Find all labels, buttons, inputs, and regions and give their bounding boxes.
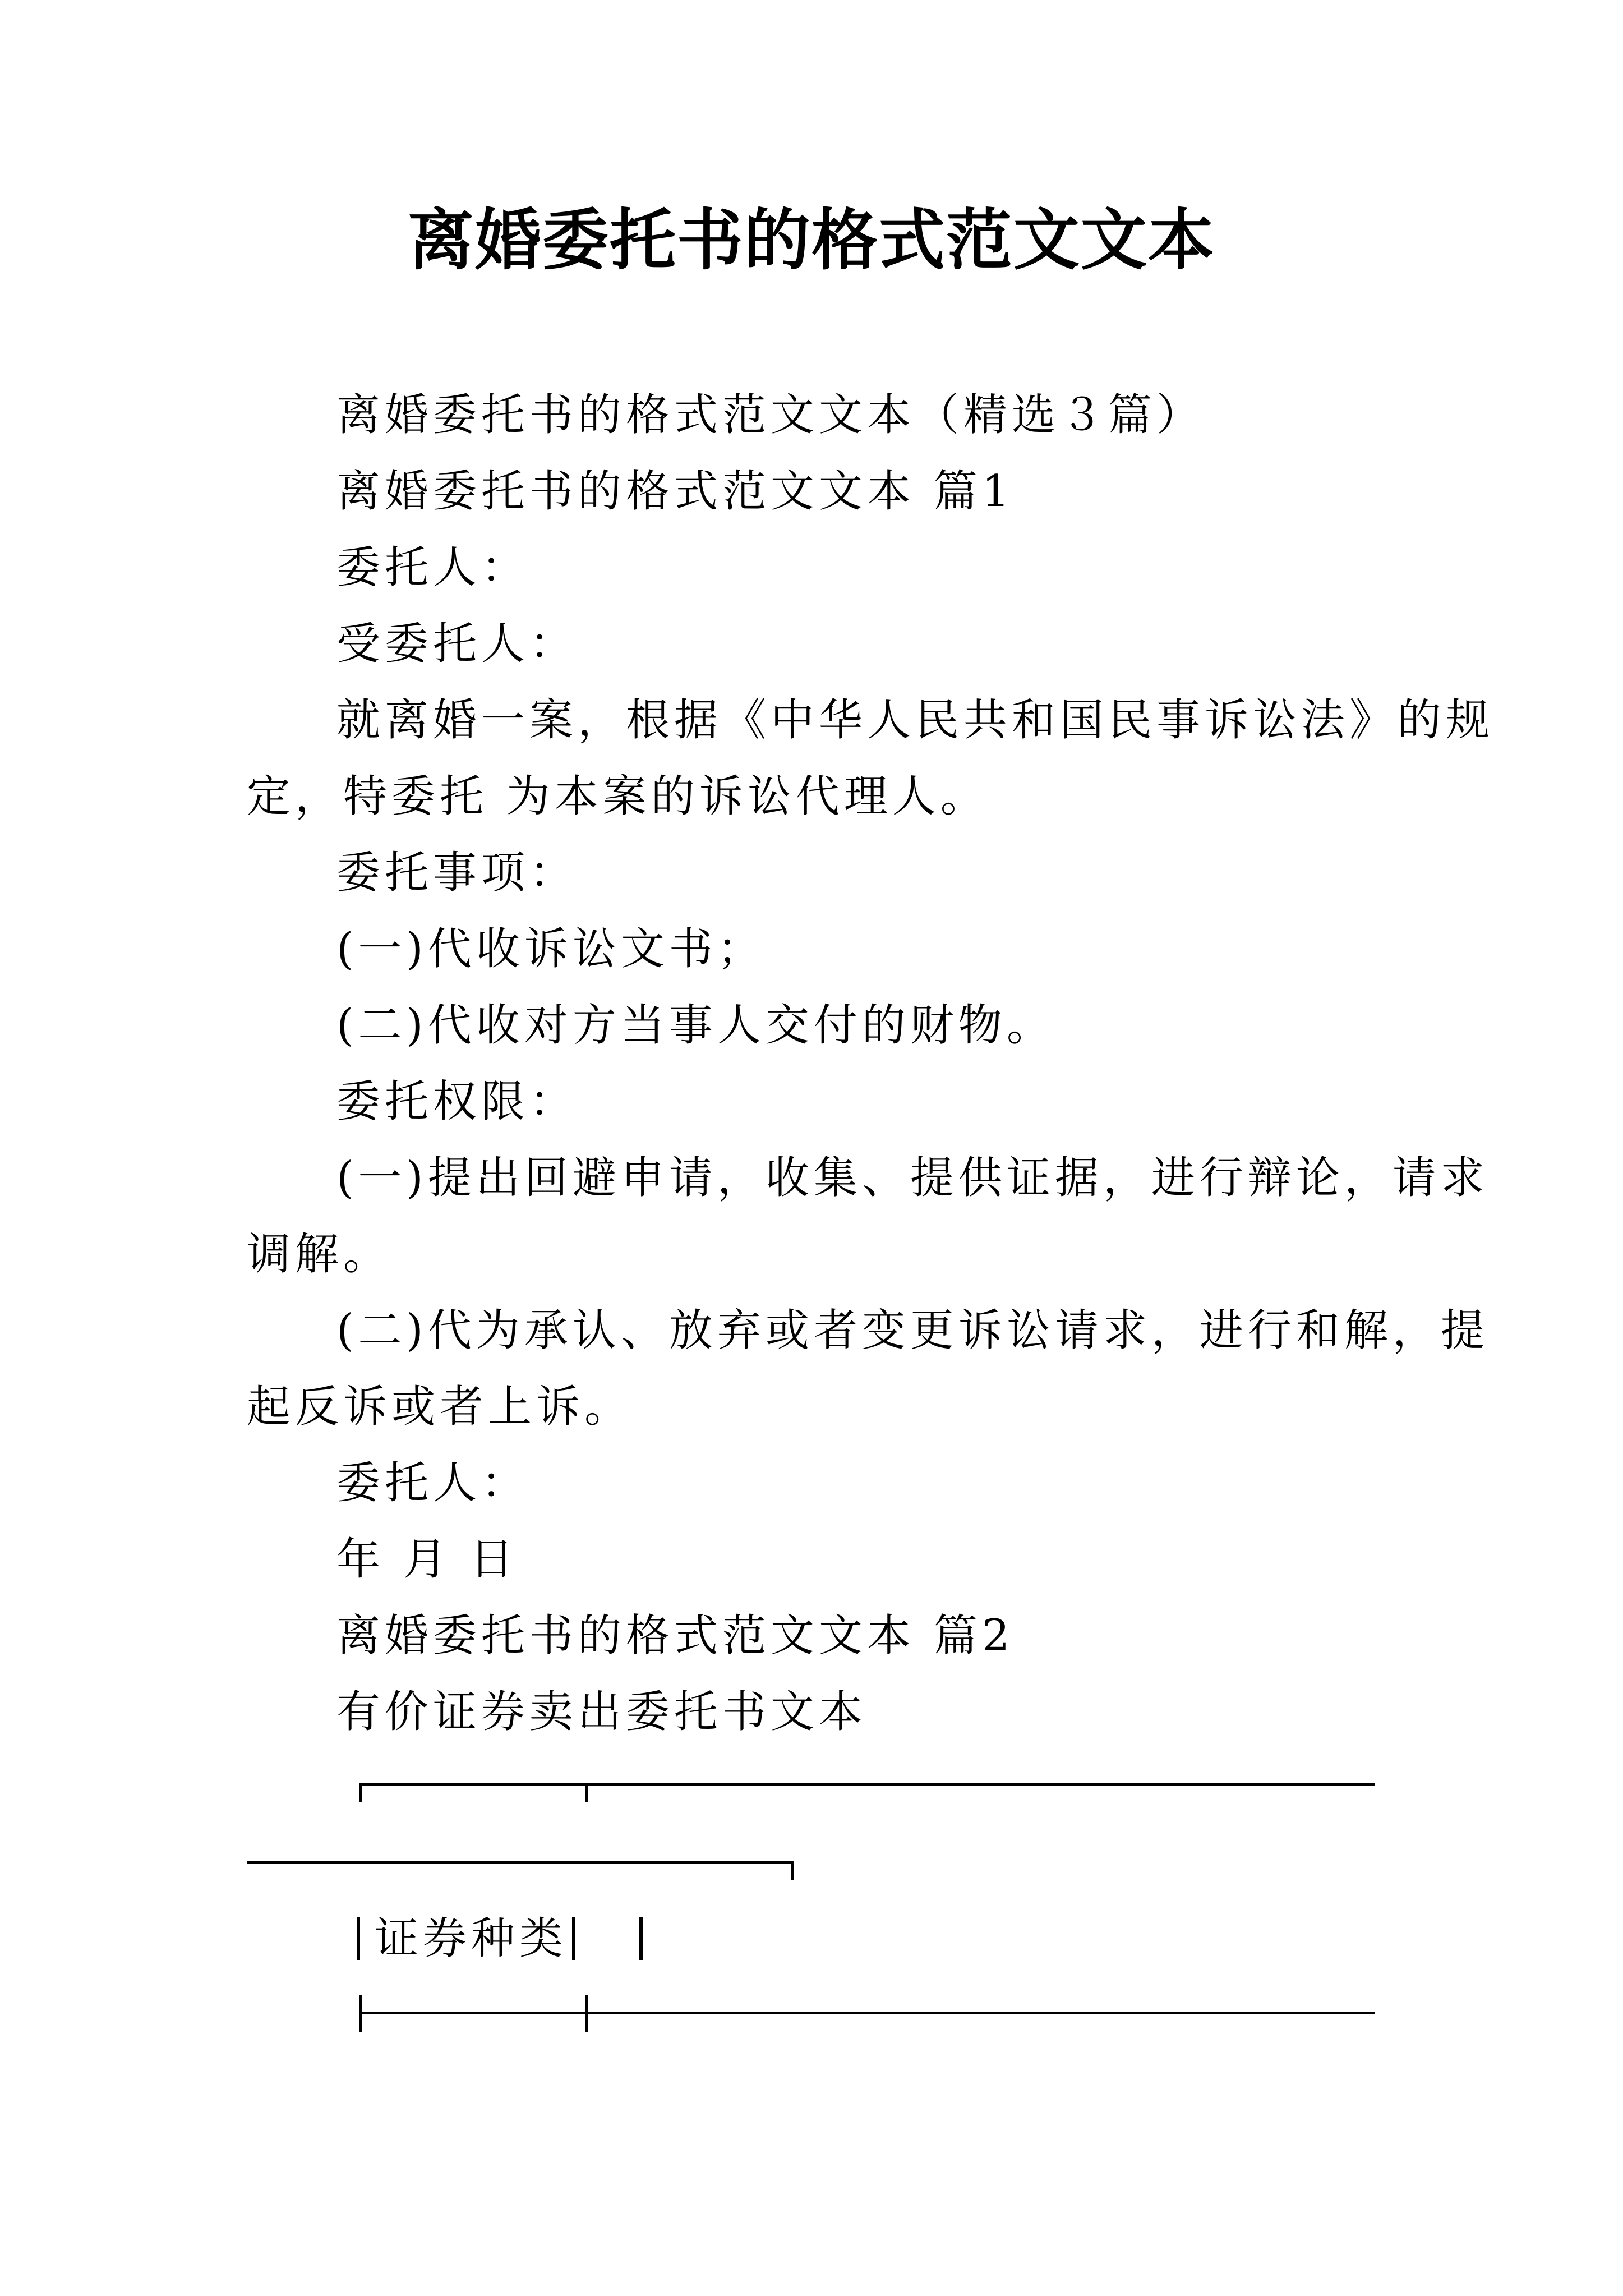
document-title: 离婚委托书的格式范文文本 <box>407 201 1215 279</box>
table-top-left-corner <box>359 1783 362 1802</box>
table-top-rule <box>359 1783 1375 1786</box>
table-cell-securities-type: 证券种类 <box>375 1913 568 1964</box>
paragraph-signature: 委托人： <box>336 1458 530 1508</box>
paragraph-authority-2: (二)代为承认、放弃或者变更诉讼请求，进行和解，提 <box>336 1305 1489 1356</box>
paragraph-authority-1-cont: 调解。 <box>247 1229 392 1280</box>
table-middle-rule <box>359 2012 1375 2014</box>
table-row-divider <box>572 1917 575 1960</box>
paragraph-section-2: 离婚委托书的格式范文文本 篇2 <box>336 1611 1015 1661</box>
paragraph-matter-2: (二)代收对方当事人交付的财物。 <box>336 1000 1055 1051</box>
paragraph-principal: 委托人： <box>336 542 530 593</box>
paragraph-date: 年 月 日 <box>336 1534 518 1585</box>
paragraph-case: 就离婚一案，根据《中华人民共和国民事诉讼法》的规 <box>336 695 1495 746</box>
paragraph-case-cont: 定，特委托 为本案的诉讼代理人。 <box>247 771 989 822</box>
paragraph-subtitle: 离婚委托书的格式范文文本（精选３篇） <box>336 390 1205 440</box>
paragraph-section-1: 离婚委托书的格式范文文本 篇1 <box>336 466 1015 517</box>
paragraph-matters-heading: 委托事项： <box>336 848 578 898</box>
paragraph-authority-heading: 委托权限： <box>336 1076 578 1127</box>
paragraph-authority-2-cont: 起反诉或者上诉。 <box>247 1382 633 1432</box>
table-top-divider <box>585 1783 588 1802</box>
table-row-left-border <box>357 1917 360 1960</box>
table-top-rule-cont <box>247 1861 794 1864</box>
table-middle-left-joint <box>359 1995 362 2032</box>
table-row-right-border <box>639 1917 643 1960</box>
paragraph-securities-title: 有价证券卖出委托书文本 <box>336 1687 868 1737</box>
table-middle-cross-joint <box>585 1995 588 2032</box>
paragraph-matter-1: (一)代收诉讼文书； <box>336 924 766 974</box>
paragraph-authority-1: (一)提出回避申请，收集、提供证据，进行辩论，请求 <box>336 1153 1489 1203</box>
table-top-right-corner <box>791 1861 794 1880</box>
paragraph-agent: 受委托人： <box>336 619 578 669</box>
